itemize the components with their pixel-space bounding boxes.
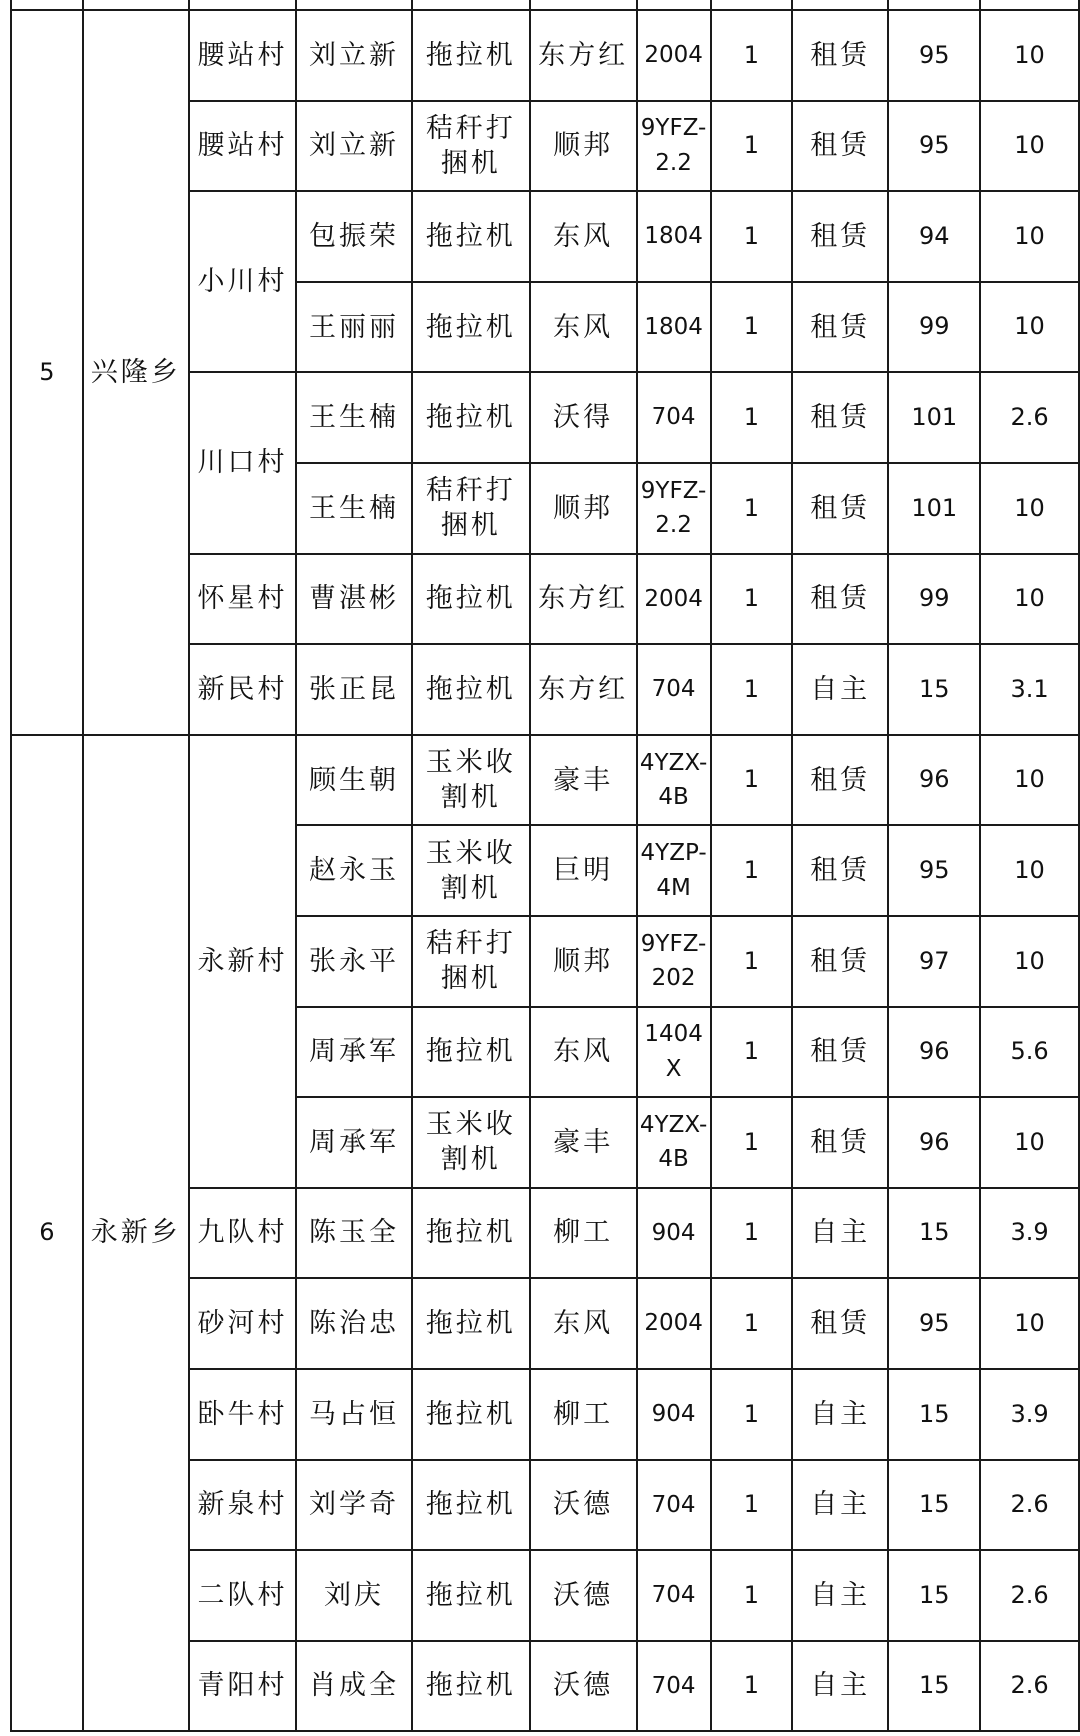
owner-cell: 王生楠 [296,463,411,554]
score-cell: 99 [888,554,980,645]
owner-cell: 肖成全 [296,1641,411,1732]
machine-type-cell: 拖拉机 [412,1460,530,1551]
score-cell: 101 [888,372,980,463]
brand-cell: 东方红 [530,10,637,101]
brand-cell: 沃德 [530,1641,637,1732]
score-cell: 15 [888,1641,980,1732]
machine-type-cell: 拖拉机 [412,282,530,373]
clipped-cell [711,0,792,10]
mode-cell: 租赁 [792,554,888,645]
mode-cell: 自主 [792,1460,888,1551]
village-cell: 砂河村 [189,1278,297,1369]
mode-cell: 自主 [792,1641,888,1732]
machine-type-cell: 玉米收割机 [412,825,530,916]
village-cell: 二队村 [189,1550,297,1641]
mode-cell: 自主 [792,1188,888,1279]
amount-cell: 3.9 [980,1369,1079,1460]
machine-type-cell: 拖拉机 [412,1007,530,1098]
mode-cell: 租赁 [792,10,888,101]
brand-cell: 东方红 [530,554,637,645]
score-cell: 96 [888,1007,980,1098]
model-cell: 2004 [637,1278,711,1369]
model-cell: 704 [637,1550,711,1641]
amount-cell: 10 [980,282,1079,373]
owner-cell: 包振荣 [296,191,411,282]
mode-cell: 租赁 [792,101,888,192]
score-cell: 101 [888,463,980,554]
village-cell: 永新村 [189,735,297,1188]
brand-cell: 豪丰 [530,735,637,826]
amount-cell: 10 [980,1097,1079,1188]
clipped-row-top [11,0,1079,10]
score-cell: 15 [888,644,980,735]
quantity-cell: 1 [711,282,792,373]
owner-cell: 周承军 [296,1007,411,1098]
model-cell: 1404X [637,1007,711,1098]
model-cell: 4YZP-4M [637,825,711,916]
village-cell: 小川村 [189,191,297,372]
model-cell: 2004 [637,10,711,101]
clipped-cell [792,0,888,10]
seq-cell: 6 [11,735,83,1732]
owner-cell: 赵永玉 [296,825,411,916]
quantity-cell: 1 [711,463,792,554]
mode-cell: 自主 [792,1550,888,1641]
quantity-cell: 1 [711,1188,792,1279]
brand-cell: 豪丰 [530,1097,637,1188]
model-cell: 704 [637,644,711,735]
mode-cell: 租赁 [792,916,888,1007]
brand-cell: 柳工 [530,1369,637,1460]
mode-cell: 租赁 [792,191,888,282]
amount-cell: 3.1 [980,644,1079,735]
machine-type-cell: 拖拉机 [412,644,530,735]
brand-cell: 顺邦 [530,916,637,1007]
village-cell: 腰站村 [189,101,297,192]
clipped-cell [637,0,711,10]
score-cell: 95 [888,825,980,916]
brand-cell: 东风 [530,1007,637,1098]
clipped-row-bottom [10,1732,1080,1736]
amount-cell: 10 [980,825,1079,916]
amount-cell: 3.9 [980,1188,1079,1279]
village-cell: 新民村 [189,644,297,735]
owner-cell: 张正昆 [296,644,411,735]
owner-cell: 陈治忠 [296,1278,411,1369]
quantity-cell: 1 [711,372,792,463]
machine-type-cell: 拖拉机 [412,10,530,101]
score-cell: 96 [888,1097,980,1188]
machine-type-cell: 拖拉机 [412,1550,530,1641]
clipped-cell [83,0,189,10]
clipped-cell [412,0,530,10]
score-cell: 95 [888,101,980,192]
mode-cell: 租赁 [792,1278,888,1369]
mode-cell: 租赁 [792,282,888,373]
table-row [11,10,1079,101]
mode-cell: 租赁 [792,1007,888,1098]
amount-cell: 10 [980,735,1079,826]
model-cell: 1804 [637,282,711,373]
table-row [11,735,1079,826]
model-cell: 9YFZ-2.2 [637,101,711,192]
amount-cell: 2.6 [980,1460,1079,1551]
machine-type-cell: 秸秆打捆机 [412,916,530,1007]
mode-cell: 租赁 [792,463,888,554]
brand-cell: 东风 [530,191,637,282]
model-cell: 704 [637,372,711,463]
quantity-cell: 1 [711,101,792,192]
brand-cell: 柳工 [530,1188,637,1279]
machine-type-cell: 玉米收割机 [412,1097,530,1188]
village-cell: 九队村 [189,1188,297,1279]
brand-cell: 沃德 [530,1550,637,1641]
quantity-cell: 1 [711,1007,792,1098]
mode-cell: 租赁 [792,735,888,826]
quantity-cell: 1 [711,644,792,735]
owner-cell: 张永平 [296,916,411,1007]
clipped-cell [530,0,637,10]
model-cell: 2004 [637,554,711,645]
machine-type-cell: 拖拉机 [412,1188,530,1279]
amount-cell: 10 [980,1278,1079,1369]
machine-type-cell: 拖拉机 [412,1278,530,1369]
owner-cell: 刘庆 [296,1550,411,1641]
score-cell: 95 [888,1278,980,1369]
score-cell: 96 [888,735,980,826]
amount-cell: 2.6 [980,1641,1079,1732]
amount-cell: 2.6 [980,372,1079,463]
owner-cell: 刘立新 [296,10,411,101]
quantity-cell: 1 [711,1641,792,1732]
quantity-cell: 1 [711,825,792,916]
model-cell: 704 [637,1641,711,1732]
score-cell: 97 [888,916,980,1007]
owner-cell: 周承军 [296,1097,411,1188]
clipped-cell [888,0,980,10]
quantity-cell: 1 [711,554,792,645]
owner-cell: 陈玉全 [296,1188,411,1279]
town-cell: 永新乡 [83,735,189,1732]
village-cell: 青阳村 [189,1641,297,1732]
clipped-cell [189,0,297,10]
machine-type-cell: 玉米收割机 [412,735,530,826]
amount-cell: 10 [980,10,1079,101]
brand-cell: 沃得 [530,372,637,463]
amount-cell: 10 [980,463,1079,554]
owner-cell: 曹湛彬 [296,554,411,645]
mode-cell: 自主 [792,644,888,735]
mode-cell: 租赁 [792,825,888,916]
amount-cell: 5.6 [980,1007,1079,1098]
machine-type-cell: 拖拉机 [412,372,530,463]
brand-cell: 东风 [530,282,637,373]
score-cell: 94 [888,191,980,282]
amount-cell: 2.6 [980,1550,1079,1641]
score-cell: 15 [888,1460,980,1551]
mode-cell: 租赁 [792,372,888,463]
quantity-cell: 1 [711,1460,792,1551]
seq-cell: 5 [11,10,83,735]
clipped-cell [296,0,411,10]
brand-cell: 东方红 [530,644,637,735]
village-cell: 怀星村 [189,554,297,645]
machine-type-cell: 秸秆打捆机 [412,101,530,192]
machine-type-cell: 拖拉机 [412,554,530,645]
machinery-table [10,0,1080,1732]
amount-cell: 10 [980,101,1079,192]
machine-type-cell: 拖拉机 [412,1369,530,1460]
model-cell: 704 [637,1460,711,1551]
amount-cell: 10 [980,916,1079,1007]
brand-cell: 顺邦 [530,101,637,192]
owner-cell: 顾生朝 [296,735,411,826]
amount-cell: 10 [980,554,1079,645]
model-cell: 9YFZ-202 [637,916,711,1007]
model-cell: 1804 [637,191,711,282]
model-cell: 4YZX-4B [637,1097,711,1188]
quantity-cell: 1 [711,191,792,282]
town-cell: 兴隆乡 [83,10,189,735]
clipped-cell [980,0,1079,10]
brand-cell: 东风 [530,1278,637,1369]
score-cell: 15 [888,1188,980,1279]
quantity-cell: 1 [711,1097,792,1188]
village-cell: 新泉村 [189,1460,297,1551]
quantity-cell: 1 [711,1278,792,1369]
machine-type-cell: 拖拉机 [412,1641,530,1732]
quantity-cell: 1 [711,1550,792,1641]
model-cell: 4YZX-4B [637,735,711,826]
quantity-cell: 1 [711,916,792,1007]
mode-cell: 自主 [792,1369,888,1460]
score-cell: 15 [888,1369,980,1460]
mode-cell: 租赁 [792,1097,888,1188]
brand-cell: 顺邦 [530,463,637,554]
village-cell: 卧牛村 [189,1369,297,1460]
village-cell: 腰站村 [189,10,297,101]
village-cell: 川口村 [189,372,297,553]
amount-cell: 10 [980,191,1079,282]
model-cell: 904 [637,1188,711,1279]
owner-cell: 刘学奇 [296,1460,411,1551]
model-cell: 9YFZ-2.2 [637,463,711,554]
owner-cell: 王生楠 [296,372,411,463]
score-cell: 99 [888,282,980,373]
quantity-cell: 1 [711,1369,792,1460]
quantity-cell: 1 [711,735,792,826]
model-cell: 904 [637,1369,711,1460]
machine-type-cell: 秸秆打捆机 [412,463,530,554]
score-cell: 15 [888,1550,980,1641]
brand-cell: 沃德 [530,1460,637,1551]
brand-cell: 巨明 [530,825,637,916]
clipped-cell [11,0,83,10]
owner-cell: 马占恒 [296,1369,411,1460]
owner-cell: 王丽丽 [296,282,411,373]
quantity-cell: 1 [711,10,792,101]
owner-cell: 刘立新 [296,101,411,192]
machine-type-cell: 拖拉机 [412,191,530,282]
score-cell: 95 [888,10,980,101]
